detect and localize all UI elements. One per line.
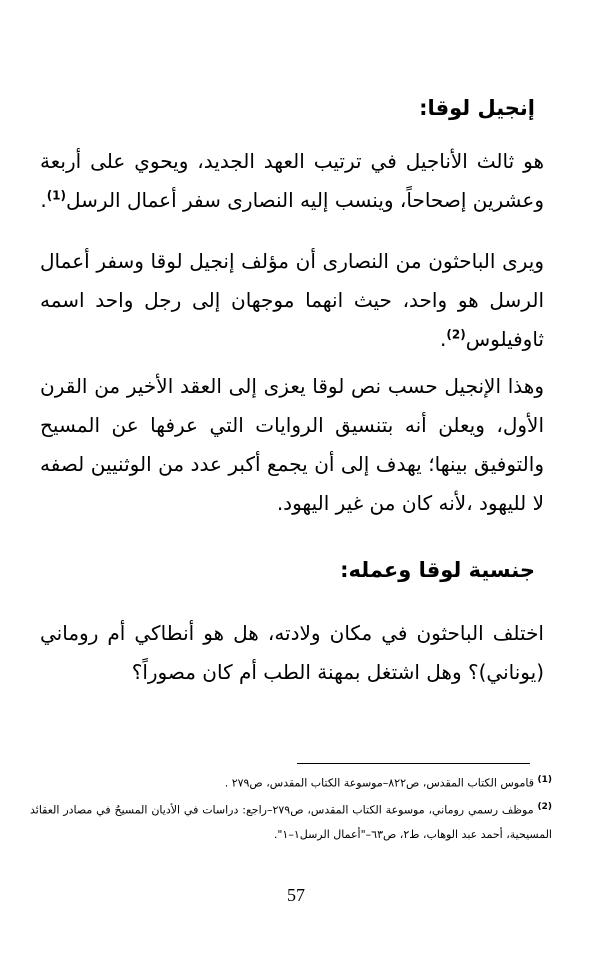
footnote-ref-1[interactable]: (1) [46, 188, 67, 203]
paragraph-dating: وهذا الإنجيل حسب نص لوقا يعزى إلى العقد الأخير من القرن الأول، ويعلن أنه بتنسيق الروايات التي عرفها عن المسيح والتوفيق بينها؛ يهدف إلى أن يجمع أكبر عدد من الوثنيين لصفه لا لليهود ،لأنه كان من غير اليهود. [40, 374, 544, 515]
footnote-text: موظف رسمي روماني، موسوعة الكتاب المقدس، ص٢٧٩–راجع: دراسات في الأديان المسيحُ في مصادر العقائد المسيحية، أحمد عبد الوهاب، ط٢، ص٦٣–"أعمال الرسل١–١". [30, 803, 552, 841]
footnote-number: (1) [537, 775, 552, 785]
paragraph-authorship [40, 242, 544, 359]
footnote-text: قاموس الكتاب المقدس، ص٨٢٢–موسوعة الكتاب المقدس، ص٢٧٩ . [224, 776, 534, 790]
paragraph-text: هو ثالث الأناجيل في ترتيب العهد الجديد، ويحوي على أربعة وعشرين إصحاحاً، وينسب إليه النصارى سفر أعمال الرسل [40, 149, 544, 212]
section-heading-luke-gospel: إنجيل لوقا: [419, 96, 535, 120]
paragraph-tail: . [40, 188, 47, 212]
footnote-1 [30, 768, 552, 796]
footnote-ref-2[interactable]: (2) [446, 327, 466, 342]
section-heading-luke-origin: جنسية لوقا وعمله: [340, 558, 535, 582]
paragraph-origin: اختلف الباحثون في مكان ولادته، هل هو أنطاكي أم روماني (يوناني)؟ وهل اشتغل بمهنة الطب أم كان مصوراً؟ [40, 621, 544, 684]
footnote-divider [297, 763, 530, 764]
paragraph-text: ويرى الباحثون من النصارى أن مؤلف إنجيل لوقا وسفر أعمال الرسل هو واحد، حيث انهما موجهان إلى رجل واحد اسمه ثاوفيلوس [40, 249, 544, 351]
page-number: 57 [287, 885, 305, 905]
footnote-2 [30, 795, 552, 847]
paragraph-tail: . [440, 327, 447, 351]
paragraph-intro [40, 142, 544, 220]
footnote-number: (2) [537, 802, 552, 812]
